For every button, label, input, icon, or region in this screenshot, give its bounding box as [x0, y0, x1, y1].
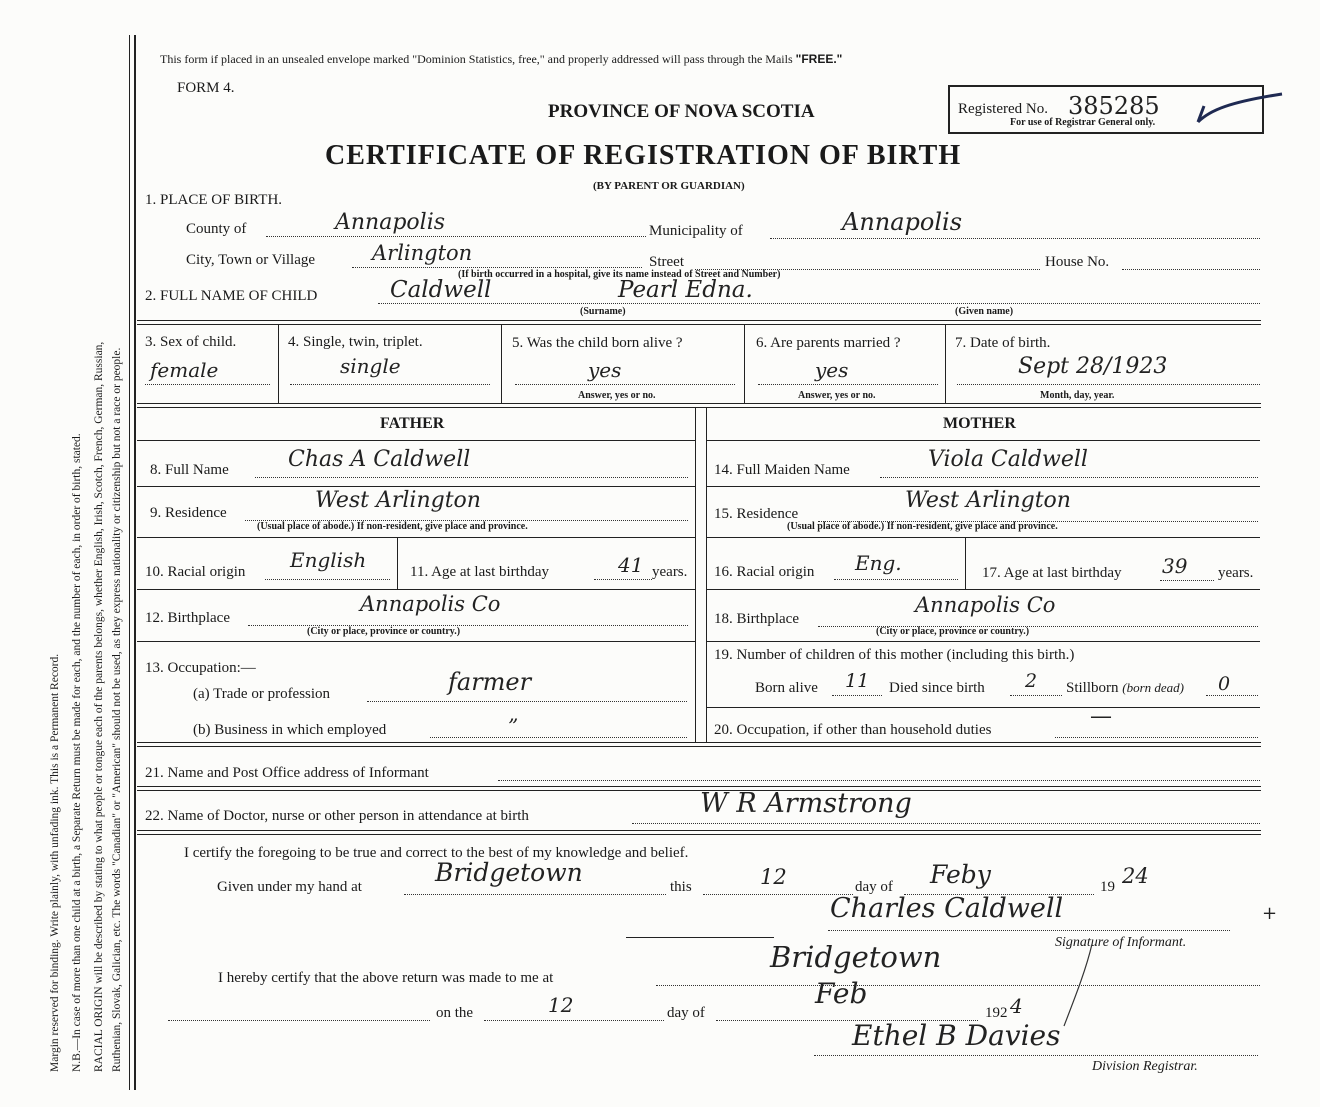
street-label: Street — [649, 254, 684, 270]
married-caption: Answer, yes or no. — [798, 390, 876, 401]
child-surname-value: Caldwell — [390, 277, 492, 303]
given-month-value: Feby — [930, 860, 991, 889]
margin-note-1: Margin reserved for binding. Write plainly, with unfading ink. This is a Permanent Record. — [49, 653, 61, 1072]
check-mark-icon — [1190, 88, 1290, 128]
margin-note-2: N.B.—In case of more than one child at a birth, a Separate Return must be made for each, and the number of each, in order of birth, stated. — [71, 433, 83, 1072]
registrar-signature: Ethel B Davies — [852, 1019, 1061, 1052]
city-label: City, Town or Village — [186, 252, 316, 268]
doctor-label: 22. Name of Doctor, nurse or other person in attendance at birth — [145, 808, 529, 824]
signature-mark: + — [1262, 903, 1278, 924]
born-alive-label: 5. Was the child born alive ? — [512, 335, 683, 351]
given-year-prefix: 19 — [1100, 879, 1115, 895]
postal-notice: This form if placed in an unsealed envelope marked "Dominion Statistics, free," and properly addressed will pass through the Mails "FREE." — [160, 52, 843, 66]
father-birthplace-caption: (City or place, province or country.) — [307, 626, 461, 637]
place-of-birth-heading: 1. PLACE OF BIRTH. — [145, 192, 283, 208]
surname-caption: (Surname) — [580, 306, 626, 317]
mother-birthplace-label: 18. Birthplace — [714, 611, 799, 627]
doctor-value: W R Armstrong — [700, 788, 912, 819]
born-alive-count-label: Born alive — [755, 680, 818, 696]
married-label: 6. Are parents married ? — [756, 335, 901, 351]
stillborn-label: Stillborn (born dead) — [1066, 680, 1185, 696]
margin-note-3: RACIAL ORIGIN will be described by stating to what people or tongue each of the parents belongs, whether English, Irish, Scotch, French, German, Russian, — [93, 341, 105, 1072]
dob-label: 7. Date of birth. — [955, 335, 1051, 351]
father-residence-label: 9. Residence — [150, 505, 227, 521]
dob-value: Sept 28/1923 — [1018, 354, 1168, 379]
certificate-subtitle: (BY PARENT OR GUARDIAN) — [593, 180, 745, 192]
registrar-caption: Division Registrar. — [1092, 1059, 1198, 1074]
on-the-label: on the — [436, 1005, 474, 1021]
ink-stroke-icon — [1060, 940, 1100, 1030]
registration-month-value: Feb — [815, 977, 868, 1010]
father-age-label: 11. Age at last birthday — [410, 564, 549, 580]
plurality-label: 4. Single, twin, triplet. — [288, 334, 423, 350]
mother-name-value: Viola Caldwell — [928, 447, 1088, 472]
died-since-birth-label: Died since birth — [889, 680, 985, 696]
given-year-value: 24 — [1122, 864, 1149, 888]
registrar-statement: I hereby certify that the above return was made to me at — [218, 970, 554, 986]
informant-label: 21. Name and Post Office address of Informant — [145, 765, 429, 781]
given-name-caption: (Given name) — [955, 306, 1014, 317]
mother-birthplace-caption: (City or place, province or country.) — [876, 626, 1030, 637]
father-birthplace-value: Annapolis Co — [360, 592, 501, 616]
municipality-label: Municipality of — [649, 223, 743, 239]
father-residence-value: West Arlington — [315, 488, 481, 513]
registrar-place-value: Bridgetown — [770, 940, 942, 974]
municipality-value: Annapolis — [842, 208, 963, 236]
mother-residence-label: 15. Residence — [714, 506, 799, 522]
father-occupation-label: 13. Occupation:— — [145, 660, 256, 676]
registered-number: 385285 — [1068, 92, 1160, 120]
father-birthplace-label: 12. Birthplace — [145, 610, 230, 626]
child-given-name-value: Pearl Edna. — [618, 277, 753, 303]
born-alive-caption: Answer, yes or no. — [578, 390, 656, 401]
given-place-value: Bridgetown — [435, 858, 583, 887]
certificate-title: CERTIFICATE OF REGISTRATION OF BIRTH — [325, 140, 962, 171]
mother-racial-label: 16. Racial origin — [714, 564, 815, 580]
father-age-value: 41 — [618, 553, 644, 577]
trade-label: (a) Trade or profession — [193, 686, 331, 702]
given-day-value: 12 — [760, 865, 787, 889]
business-value: ” — [508, 714, 519, 738]
children-count-label: 19. Number of children of this mother (including this birth.) — [714, 647, 1075, 663]
registration-year-prefix: 192 — [985, 1005, 1008, 1021]
child-name-label: 2. FULL NAME OF CHILD — [145, 288, 318, 304]
sex-label: 3. Sex of child. — [145, 334, 237, 350]
stillborn-value: 0 — [1218, 673, 1231, 695]
registrar-note: For use of Registrar General only. — [1010, 117, 1156, 128]
father-name-value: Chas A Caldwell — [288, 447, 471, 472]
hospital-note: (If birth occurred in a hospital, give its name instead of Street and Number) — [458, 269, 781, 280]
mother-birthplace-value: Annapolis Co — [915, 593, 1056, 617]
father-residence-caption: (Usual place of abode.) If non-resident, give place and province. — [257, 521, 528, 532]
county-value: Annapolis — [335, 210, 446, 235]
born-alive-value: yes — [588, 358, 622, 382]
day-of-label: day of — [855, 879, 893, 895]
dob-caption: Month, day, year. — [1040, 390, 1115, 401]
registration-day-of-label: day of — [667, 1005, 705, 1021]
father-racial-label: 10. Racial origin — [145, 564, 246, 580]
registration-year-value: 4 — [1010, 994, 1023, 1018]
province-heading: PROVINCE OF NOVA SCOTIA — [548, 101, 815, 122]
died-since-birth-value: 2 — [1025, 670, 1038, 692]
married-value: yes — [815, 358, 849, 382]
mother-age-value: 39 — [1162, 554, 1188, 578]
house-number-label: House No. — [1045, 254, 1110, 270]
mother-occupation-value: — — [1090, 704, 1112, 729]
county-label: County of — [186, 221, 247, 237]
certify-statement: I certify the foregoing to be true and correct to the best of my knowledge and belief. — [184, 845, 689, 861]
informant-signature: Charles Caldwell — [830, 893, 1064, 924]
informant-signature-caption: Signature of Informant. — [1055, 935, 1187, 950]
mother-age-label: 17. Age at last birthday — [982, 565, 1122, 581]
business-label: (b) Business in which employed — [193, 722, 387, 738]
father-name-label: 8. Full Name — [150, 462, 229, 478]
this-label: this — [670, 879, 692, 895]
margin-note-4: Ruthenian, Slovak, Galician, etc. The words "Canadian" or "American" should not be used, as they express nationality or citizenship but not a race or people. — [111, 347, 123, 1072]
mother-occupation-label: 20. Occupation, if other than household duties — [714, 722, 992, 738]
mother-racial-value: Eng. — [855, 551, 902, 575]
registered-label: Registered No. — [958, 101, 1048, 117]
given-under-label: Given under my hand at — [217, 879, 362, 895]
trade-value: farmer — [448, 668, 532, 696]
mother-residence-caption: (Usual place of abode.) If non-resident, give place and province. — [787, 521, 1058, 532]
mother-years-label: years. — [1218, 565, 1254, 581]
mother-heading: MOTHER — [943, 415, 1016, 432]
margin-rule-outer — [134, 35, 136, 1090]
registration-day-value: 12 — [548, 993, 574, 1017]
form-number: FORM 4. — [177, 80, 235, 96]
plurality-value: single — [340, 354, 401, 378]
sex-value: female — [150, 358, 219, 382]
father-racial-value: English — [290, 548, 367, 572]
father-years-label: years. — [652, 564, 688, 580]
born-alive-count-value: 11 — [845, 670, 870, 692]
mother-name-label: 14. Full Maiden Name — [714, 462, 850, 478]
mother-residence-value: West Arlington — [905, 488, 1071, 513]
margin-rule-inner — [129, 35, 130, 1090]
city-value: Arlington — [372, 241, 473, 265]
father-heading: FATHER — [380, 415, 445, 432]
